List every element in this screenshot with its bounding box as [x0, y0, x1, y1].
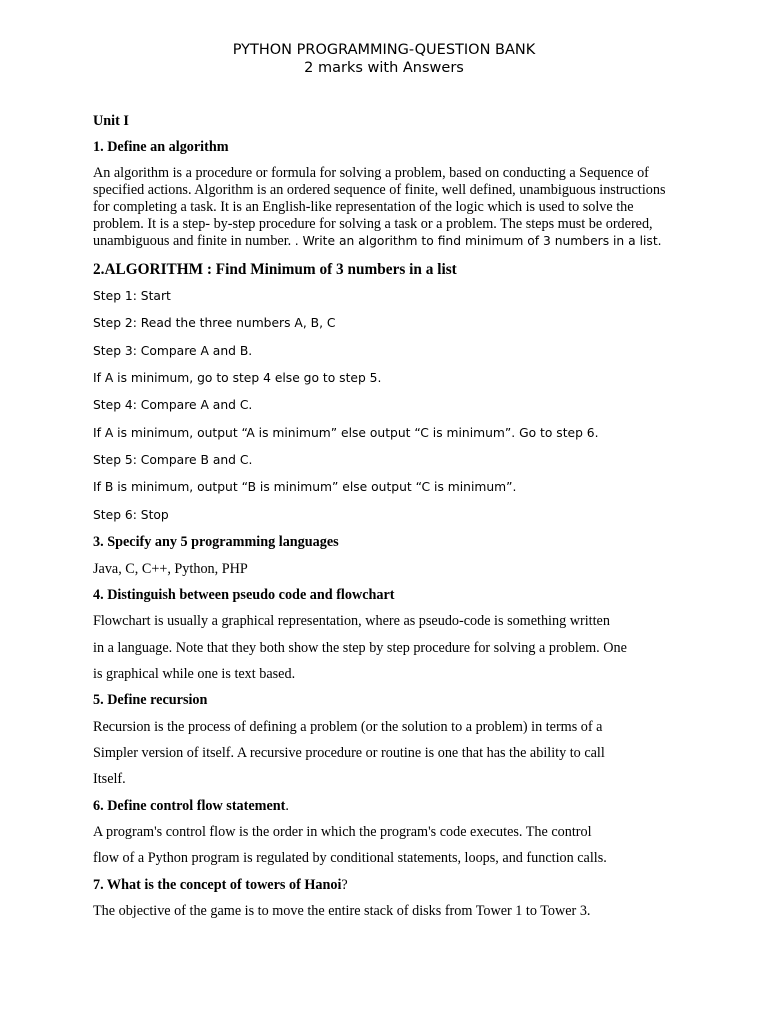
q1-answer-tail: . Write an algorithm to find minimum of 3 numbers in a list.	[294, 234, 662, 248]
q4-answer-line: is graphical while one is text based.	[93, 666, 296, 682]
q5-answer-line: Recursion is the process of defining a problem (or the solution to a problem) in terms of a	[93, 719, 603, 735]
step-line: Step 2: Read the three numbers A, B, C	[93, 316, 336, 330]
q2-heading: 2.ALGORITHM : Find Minimum of 3 numbers in a list	[93, 261, 457, 278]
q7-answer: The objective of the game is to move the entire stack of disks from Tower 1 to Tower 3.	[93, 903, 591, 919]
step-line: Step 5: Compare B and C.	[93, 453, 253, 467]
step-line: Step 1: Start	[93, 289, 171, 303]
q6-heading: 6. Define control flow statement	[93, 798, 286, 814]
step-line: Step 6: Stop	[93, 508, 169, 522]
q1-heading: 1. Define an algorithm	[93, 139, 229, 155]
q3-answer: Java, C, C++, Python, PHP	[93, 561, 248, 577]
q1-answer-body: An algorithm is a procedure or formula for solving a problem, based on conducting a Sequence of specified actions. Algorithm is an ordered sequence of finite, well defined, unambiguous instructions for completing a task. It is an English-like representation of the logic which is used to solve the problem. It is a step- by-step procedure for solving a task or a problem. The steps must be ordered, unambiguous and finite in number.	[93, 165, 666, 249]
q3-heading: 3. Specify any 5 programming languages	[93, 534, 339, 550]
q6-heading-line	[93, 798, 289, 815]
step-line: If B is minimum, output “B is minimum” else output “C is minimum”.	[93, 480, 517, 494]
q7-heading-line	[93, 877, 348, 894]
q6-answer-line: flow of a Python program is regulated by conditional statements, loops, and function calls.	[93, 850, 607, 866]
document-subtitle: 2 marks with Answers	[304, 60, 464, 76]
step-line: If A is minimum, go to step 4 else go to step 5.	[93, 371, 382, 385]
step-line: Step 4: Compare A and C.	[93, 398, 253, 412]
q5-heading: 5. Define recursion	[93, 692, 208, 708]
q1-answer	[93, 165, 683, 250]
q7-heading-suffix: ?	[341, 877, 348, 893]
step-line: If A is minimum, output “A is minimum” else output “C is minimum”. Go to step 6.	[93, 426, 599, 440]
q4-answer-line: Flowchart is usually a graphical representation, where as pseudo-code is something written	[93, 613, 610, 629]
q4-answer-line: in a language. Note that they both show the step by step procedure for solving a problem. One	[93, 640, 627, 656]
q5-answer-line: Simpler version of itself. A recursive procedure or routine is one that has the ability to call	[93, 745, 605, 761]
document-title: PYTHON PROGRAMMING-QUESTION BANK	[232, 42, 536, 58]
step-line: Step 3: Compare A and B.	[93, 344, 253, 358]
q6-heading-suffix: .	[285, 798, 289, 814]
q5-answer-line: Itself.	[93, 771, 126, 787]
unit-heading: Unit I	[93, 113, 129, 129]
q6-answer-line: A program's control flow is the order in which the program's code executes. The control	[93, 824, 592, 840]
q4-heading: 4. Distinguish between pseudo code and flowchart	[93, 587, 395, 603]
q7-heading: 7. What is the concept of towers of Hanoi	[93, 877, 342, 893]
